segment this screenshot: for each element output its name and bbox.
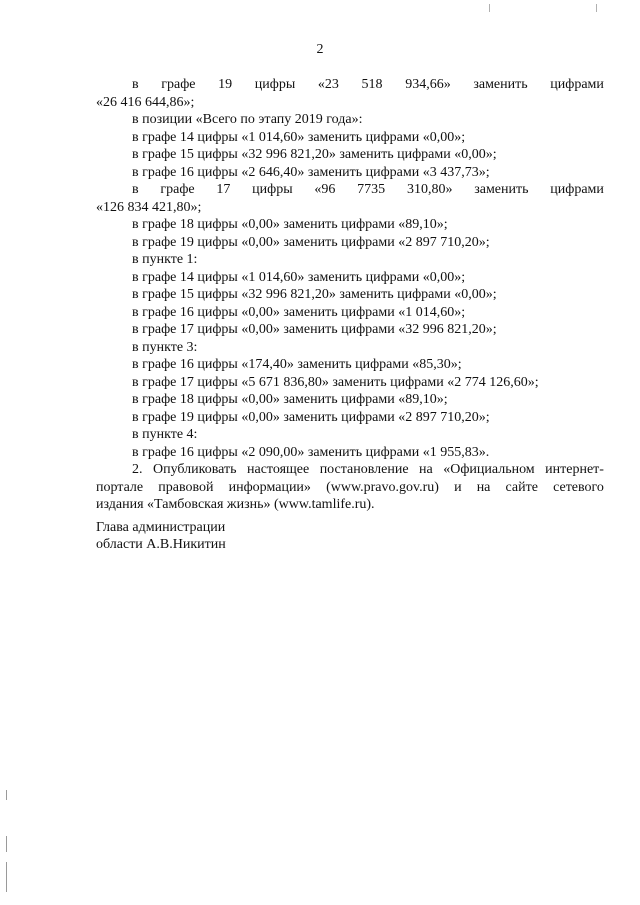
text-line: в графе 17 цифры «0,00» заменить цифрами «32 996 821,20»;: [132, 322, 497, 337]
document-body: [96, 76, 604, 514]
text-line: в графе 19 цифры «0,00» заменить цифрами «2 897 710,20»;: [132, 409, 490, 425]
word: 518: [361, 77, 383, 92]
text-line: в пункте 3:: [132, 339, 198, 355]
word: сайте: [505, 479, 538, 495]
scan-artifact: [6, 836, 7, 852]
text-line: в графе 14 цифры «1 014,60» заменить цифрами «0,00»;: [132, 129, 466, 145]
text-line: в графе 15 цифры «32 996 821,20» заменить цифрами «0,00»;: [132, 287, 497, 302]
word: графе: [161, 77, 196, 92]
word: (www.pravo.gov.ru): [326, 479, 439, 495]
signature-name: области А.В.Никитин: [96, 537, 226, 552]
page-number: 2: [316, 42, 324, 57]
word: цифры: [252, 182, 293, 197]
word: настоящее: [246, 462, 310, 477]
word: цифрами: [550, 182, 604, 197]
text-line-justified: [96, 479, 604, 497]
text-line: в графе 18 цифры «0,00» заменить цифрами «89,10»;: [132, 217, 448, 232]
word: интернет-: [545, 462, 604, 477]
word: цифры: [254, 77, 296, 92]
word: 2.: [132, 462, 143, 477]
text-line: в позиции «Всего по этапу 2019 года»:: [132, 112, 363, 127]
text-line: в графе 16 цифры «2 646,40» заменить цифрами «3 437,73»;: [132, 164, 490, 180]
text-line-justified: [96, 461, 604, 479]
word: графе: [160, 182, 195, 197]
scan-artifact: [596, 4, 597, 12]
text-line: в графе 15 цифры «32 996 821,20» заменить цифрами «0,00»;: [132, 147, 497, 162]
word: информации»: [228, 479, 311, 495]
text-line: «26 416 644,86»;: [96, 94, 195, 110]
word: 17: [216, 182, 231, 197]
word: заменить: [473, 77, 528, 92]
word: заменить: [474, 182, 529, 197]
signature-block: [96, 519, 226, 553]
word: правовой: [158, 479, 214, 495]
text-line: в графе 17 цифры «5 671 836,80» заменить цифрами «2 774 126,60»;: [132, 374, 539, 390]
word: в: [132, 77, 139, 92]
text-line: в графе 16 цифры «0,00» заменить цифрами «1 014,60»;: [132, 304, 466, 320]
scan-artifact: [6, 790, 7, 800]
text-line-justified: [96, 181, 604, 199]
scan-artifact: [6, 862, 7, 892]
word: портале: [96, 479, 144, 495]
text-line-justified: [96, 76, 604, 94]
text-line: в пункте 4:: [132, 427, 198, 442]
scan-artifact: [489, 4, 490, 12]
word: «23: [317, 77, 339, 92]
text-line: «126 834 421,80»;: [96, 199, 202, 215]
word: 19: [218, 77, 233, 92]
text-line: в графе 16 цифры «2 090,00» заменить цифрами «1 955,83».: [132, 444, 490, 460]
text-line: издания «Тамбовская жизнь» (www.tamlife.ru).: [96, 497, 375, 512]
text-line: в графе 14 цифры «1 014,60» заменить цифрами «0,00»;: [132, 269, 466, 285]
word: и: [454, 479, 462, 495]
word: на: [476, 479, 491, 495]
signature-title: Глава администрации: [96, 520, 226, 535]
word: 934,66»: [405, 77, 451, 92]
word: 7735: [357, 182, 386, 197]
word: на: [419, 462, 433, 477]
word: сетевого: [553, 479, 604, 495]
word: Опубликовать: [152, 462, 237, 477]
text-line: в пункте 1:: [132, 252, 198, 267]
text-line: в графе 19 цифры «0,00» заменить цифрами «2 897 710,20»;: [132, 234, 490, 250]
text-line: в графе 18 цифры «0,00» заменить цифрами «89,10»;: [132, 392, 448, 407]
word: 310,80»: [406, 182, 453, 197]
word: в: [132, 182, 139, 197]
text-line: в графе 16 цифры «174,40» заменить цифрами «85,30»;: [132, 357, 462, 372]
word: «96: [314, 182, 336, 197]
word: постановление: [319, 462, 409, 477]
word: цифрами: [550, 77, 604, 92]
word: «Официальном: [443, 462, 535, 477]
